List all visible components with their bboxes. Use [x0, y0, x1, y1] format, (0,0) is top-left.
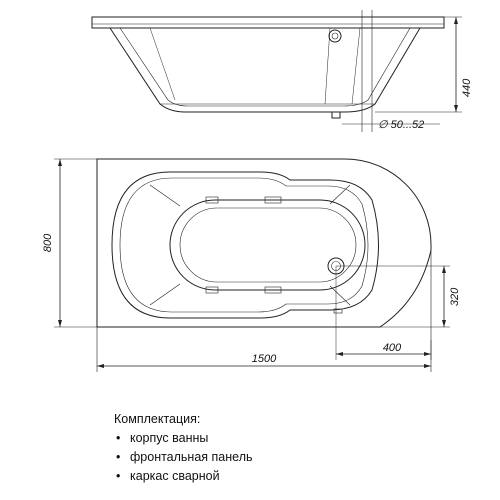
kit-item: • каркас сварной	[114, 467, 414, 486]
side-view-body	[110, 28, 420, 112]
top-view	[97, 159, 450, 360]
width-total-label: 800	[42, 233, 54, 253]
overflow-icon	[329, 30, 341, 42]
drain-offset-x-label: 400	[382, 342, 402, 354]
drain-diameter-label: ∅ 50...52	[378, 119, 425, 131]
drain-outlet	[332, 112, 340, 118]
kit-item: • корпус ванны	[114, 429, 414, 448]
side-view-rim	[92, 17, 444, 28]
top-view-bowl	[112, 172, 379, 318]
kit-title: Комплектация:	[114, 412, 201, 426]
kit-items	[114, 429, 414, 486]
top-view-outline	[97, 159, 431, 327]
kit-item: • фронтальная панель	[114, 448, 414, 467]
side-view	[92, 10, 462, 132]
kit-list	[114, 410, 414, 486]
length-total-label: 1500	[251, 353, 277, 365]
drain-offset-y-label: 320	[449, 287, 461, 307]
height-side-label: 440	[461, 78, 473, 98]
